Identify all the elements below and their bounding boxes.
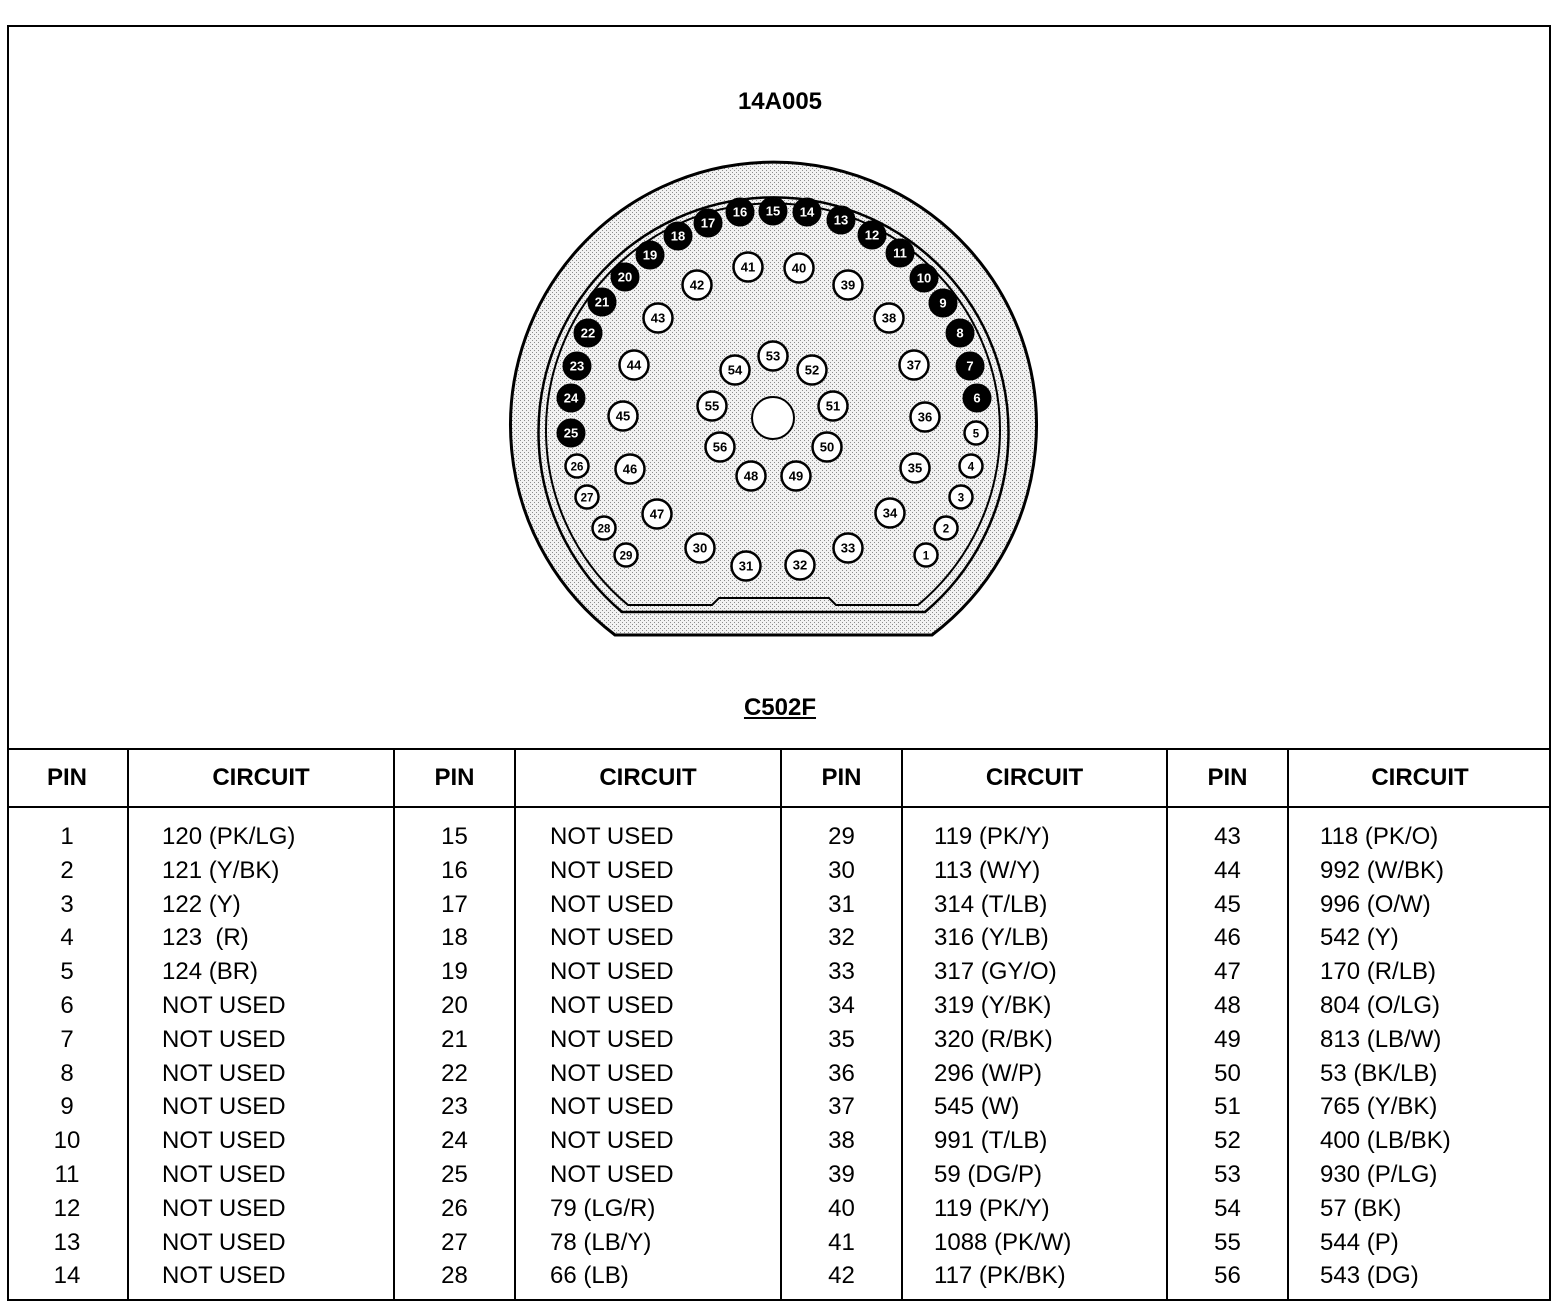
pin-number-cell: 54 [1214,1194,1241,1222]
pin-number-cell: 29 [828,823,855,850]
circuit-cell: 314 (T/LB) [934,890,1048,918]
pin-marker-44 [620,351,649,380]
circuit-cell: 122 (Y) [162,890,241,918]
pin-number-label: 33 [840,540,856,556]
pin-marker-9 [929,289,957,317]
pin-number-label: 48 [743,468,759,484]
pin-number-label: 52 [804,362,820,378]
circuit-cell: 1088 (PK/W) [934,1228,1072,1256]
pin-number-label: 12 [864,227,880,243]
pin-number-cell: 31 [828,890,855,918]
pin-number-label: 30 [692,540,708,556]
circuit-cell: 124 (BR) [162,958,259,986]
pin-number-cell: 28 [441,1262,468,1290]
pin-number-label: 15 [765,203,781,219]
pin-marker-11 [886,239,914,267]
pin-number-label: 35 [907,460,923,476]
pin-number-cell: 52 [1214,1127,1241,1155]
pin-number-cell: 35 [828,1025,855,1053]
header-circuit: CIRCUIT [985,764,1084,791]
pin-number-cell: 5 [60,958,74,986]
pin-marker-37 [900,351,929,380]
pin-number-cell: 33 [828,958,855,986]
pin-number-cell: 41 [828,1228,855,1256]
circuit-cell: 78 (LB/Y) [550,1228,652,1256]
pin-marker-29 [615,544,638,567]
pin-marker-28 [593,517,616,540]
pin-number-cell: 11 [54,1161,80,1188]
pin-marker-30 [686,534,715,563]
pin-number-label: 55 [704,398,720,414]
pin-marker-40 [785,254,814,283]
pin-marker-21 [588,288,616,316]
pin-circuit-table [7,748,1551,1301]
circuit-cell: 117 (PK/BK) [934,1262,1066,1290]
pin-number-cell: 26 [441,1194,468,1222]
circuit-cell: 991 (T/LB) [934,1127,1048,1155]
circuit-cell: 765 (Y/BK) [1320,1093,1438,1121]
pin-number-label: 10 [916,270,932,286]
pin-marker-8 [946,319,974,347]
circuit-cell: 59 (DG/P) [934,1161,1043,1188]
pin-marker-35 [901,454,930,483]
pin-marker-10 [910,264,938,292]
circuit-cell: NOT USED [550,856,674,884]
circuit-cell: 170 (R/LB) [1320,958,1437,986]
pin-number-cell: 6 [60,992,74,1019]
circuit-cell: 316 (Y/LB) [934,924,1049,952]
circuit-cell: 317 (GY/O) [934,958,1057,986]
pin-marker-14 [793,198,821,226]
pin-number-cell: 50 [1214,1059,1241,1087]
pin-marker-27 [576,486,599,509]
pin-number-cell: 38 [828,1127,855,1155]
pin-marker-24 [557,384,585,412]
pin-number-label: 13 [833,212,849,228]
pin-marker-38 [875,304,904,333]
pin-number-label: 23 [569,358,585,374]
pin-number-cell: 4 [60,924,74,952]
pin-number-cell: 10 [53,1127,81,1155]
pin-marker-47 [643,500,672,529]
table-column-divider [514,748,516,1301]
pin-number-cell: 21 [441,1025,468,1053]
circuit-cell: NOT USED [550,1093,674,1121]
pin-number-label: 2 [942,523,950,536]
pin-marker-43 [644,304,673,333]
pin-number-cell: 42 [828,1262,855,1290]
pin-number-label: 7 [966,358,974,374]
pin-number-cell: 40 [828,1194,855,1222]
circuit-cell: NOT USED [550,890,674,918]
pin-number-cell: 37 [828,1093,855,1121]
circuit-cell: NOT USED [162,1025,286,1053]
pin-number-label: 49 [788,468,804,484]
table-top-border [7,748,1551,750]
pin-number-label: 36 [917,409,933,425]
pin-marker-1 [915,544,938,567]
circuit-cell: 120 (PK/LG) [162,823,296,850]
pin-number-label: 37 [906,357,922,373]
pin-marker-6 [963,384,991,412]
pin-number-cell: 12 [53,1194,81,1222]
pin-number-label: 14 [799,204,815,220]
circuit-cell: NOT USED [162,1194,286,1222]
circuit-cell: NOT USED [162,1228,286,1256]
pin-marker-34 [876,499,905,528]
connector-part-number: 14A005 [737,88,823,115]
circuit-cell: NOT USED [550,1161,674,1188]
pin-number-label: 1 [922,550,930,563]
table-column-divider [1287,748,1289,1301]
pin-number-label: 25 [563,425,579,441]
pin-marker-53 [759,342,788,371]
circuit-cell: NOT USED [550,958,674,986]
pin-number-cell: 25 [441,1161,468,1188]
pin-number-label: 22 [580,325,596,341]
pin-number-label: 17 [700,215,716,231]
pin-marker-46 [616,455,645,484]
pin-number-cell: 14 [53,1262,81,1290]
pin-number-cell: 30 [828,856,855,884]
pin-number-label: 51 [825,398,841,414]
pin-number-label: 56 [712,439,728,455]
header-pin: PIN [1207,764,1248,791]
pin-marker-33 [834,534,863,563]
circuit-cell: 57 (BK) [1320,1194,1402,1222]
circuit-cell: 119 (PK/Y) [934,1194,1050,1222]
pin-number-cell: 1 [60,823,74,850]
pin-number-label: 3 [957,492,965,505]
table-header-divider [7,806,1551,808]
pin-marker-56 [706,433,735,462]
pin-number-cell: 9 [60,1093,74,1121]
circuit-cell: NOT USED [162,992,286,1019]
header-circuit: CIRCUIT [1371,764,1469,791]
pin-number-label: 21 [594,294,610,310]
circuit-cell: NOT USED [550,924,674,952]
pin-marker-55 [698,392,727,421]
pin-marker-3 [950,486,973,509]
pin-number-cell: 13 [53,1228,81,1256]
pin-marker-12 [858,221,886,249]
pin-number-label: 31 [738,558,754,574]
pin-marker-48 [737,462,766,491]
circuit-cell: 66 (LB) [550,1262,629,1290]
pin-number-label: 50 [819,439,835,455]
circuit-cell: 121 (Y/BK) [162,856,280,884]
pin-number-label: 45 [615,408,631,424]
pin-number-cell: 24 [441,1127,468,1155]
pin-number-cell: 22 [441,1059,468,1087]
circuit-cell: NOT USED [550,992,674,1019]
pin-number-cell: 3 [60,890,74,918]
pin-number-label: 29 [619,550,633,563]
pin-number-cell: 18 [441,924,468,952]
pin-number-cell: 36 [828,1059,855,1087]
pin-marker-50 [813,433,842,462]
header-circuit: CIRCUIT [212,764,310,791]
circuit-cell: 53 (BK/LB) [1320,1059,1438,1087]
pin-number-cell: 47 [1214,958,1241,986]
header-pin: PIN [821,764,862,791]
pin-number-label: 46 [622,461,638,477]
pin-marker-49 [782,462,811,491]
pin-marker-52 [798,356,827,385]
header-pin: PIN [434,764,475,791]
pin-marker-5 [965,422,988,445]
pin-number-cell: 45 [1214,890,1241,918]
circuit-cell: 400 (LB/BK) [1320,1127,1451,1155]
pin-number-cell: 34 [828,992,855,1019]
pin-number-cell: 53 [1214,1161,1241,1188]
pin-number-cell: 32 [828,924,855,952]
circuit-cell: 992 (W/BK) [1320,856,1445,884]
pin-number-cell: 44 [1214,856,1241,884]
pin-marker-20 [611,263,639,291]
pin-number-cell: 7 [60,1025,74,1053]
circuit-cell: NOT USED [162,1093,286,1121]
pin-number-label: 20 [617,269,633,285]
circuit-cell: 804 (O/LG) [1320,992,1441,1019]
pin-number-label: 24 [563,390,579,406]
pin-marker-17 [694,209,722,237]
pin-number-label: 27 [580,492,594,505]
circuit-cell: 119 (PK/Y) [934,823,1050,850]
circuit-cell: NOT USED [162,1262,286,1290]
circuit-cell: 113 (W/Y) [934,856,1041,884]
pin-marker-36 [911,403,940,432]
table-column-divider [901,748,903,1301]
pin-number-label: 38 [881,310,897,326]
pin-marker-19 [636,241,664,269]
circuit-cell: 320 (R/BK) [934,1025,1053,1053]
circuit-cell: 543 (DG) [1320,1262,1419,1290]
circuit-cell: 296 (W/P) [934,1059,1043,1087]
circuit-cell: NOT USED [550,1025,674,1053]
pin-number-label: 6 [973,390,981,406]
circuit-cell: NOT USED [162,1161,286,1188]
circuit-cell: 79 (LG/R) [550,1194,656,1222]
center-hole [752,397,794,439]
pin-number-label: 18 [670,228,686,244]
pin-marker-32 [786,551,815,580]
pin-number-label: 47 [649,506,665,522]
pin-number-cell: 23 [441,1093,468,1121]
circuit-cell: NOT USED [550,1059,674,1087]
circuit-cell: 542 (Y) [1320,924,1399,952]
pin-marker-51 [819,392,848,421]
pin-number-label: 42 [689,277,705,293]
pin-marker-13 [827,206,855,234]
circuit-cell: NOT USED [550,1127,674,1155]
circuit-cell: NOT USED [162,1127,286,1155]
pin-marker-42 [683,271,712,300]
pin-marker-7 [956,352,984,380]
pin-number-label: 43 [650,310,666,326]
circuit-cell: 545 (W) [934,1093,1020,1121]
circuit-cell: 813 (LB/W) [1320,1025,1442,1053]
pin-marker-23 [563,352,591,380]
pin-number-cell: 43 [1214,823,1241,850]
pin-number-cell: 39 [828,1161,855,1188]
pin-number-cell: 48 [1214,992,1241,1019]
connector-id-label: C502F [743,694,817,721]
pin-number-label: 26 [570,461,584,474]
pin-marker-2 [935,517,958,540]
pin-marker-22 [574,319,602,347]
pin-number-label: 9 [939,295,947,311]
pin-number-label: 5 [972,428,980,441]
pin-marker-54 [721,356,750,385]
pin-marker-45 [609,402,638,431]
pin-number-cell: 15 [441,823,468,850]
pin-marker-15 [759,197,787,225]
circuit-cell: NOT USED [162,1059,286,1087]
pin-number-label: 34 [882,505,898,521]
pin-number-cell: 27 [441,1228,468,1256]
pin-number-label: 32 [792,557,808,573]
pin-number-label: 4 [967,461,975,474]
pin-number-cell: 8 [60,1059,74,1087]
pin-number-cell: 51 [1214,1093,1241,1121]
pin-number-label: 53 [765,348,781,364]
table-column-divider [127,748,129,1301]
pin-number-cell: 19 [441,958,468,986]
circuit-cell: 123 (R) [162,924,249,952]
header-circuit: CIRCUIT [599,764,697,791]
pin-marker-4 [960,455,983,478]
circuit-cell: 544 (P) [1320,1228,1399,1256]
pin-marker-26 [566,455,589,478]
pin-number-label: 11 [893,245,907,261]
pin-number-label: 44 [626,357,642,373]
pin-marker-18 [664,222,692,250]
circuit-cell: 319 (Y/BK) [934,992,1052,1019]
pin-number-cell: 2 [60,856,74,884]
pin-number-cell: 17 [441,890,468,918]
header-pin: PIN [46,764,87,791]
pin-number-label: 8 [956,325,964,341]
pin-number-cell: 20 [441,992,468,1019]
circuit-cell: 118 (PK/O) [1320,823,1439,850]
pin-marker-41 [734,253,763,282]
pin-number-cell: 46 [1214,924,1241,952]
pin-number-cell: 16 [441,856,468,884]
pin-marker-31 [732,552,761,581]
circuit-cell: 996 (O/W) [1320,890,1431,918]
pin-number-label: 54 [727,362,743,378]
pin-number-cell: 56 [1214,1262,1241,1290]
pin-number-label: 16 [732,204,748,220]
pin-number-cell: 55 [1214,1228,1241,1256]
circuit-cell: 930 (P/LG) [1320,1161,1438,1188]
pin-number-cell: 49 [1214,1025,1241,1053]
pin-marker-25 [557,419,585,447]
circuit-cell: NOT USED [550,823,674,850]
pin-number-label: 40 [791,260,807,276]
pin-number-label: 19 [642,247,658,263]
pin-marker-39 [834,271,863,300]
pin-number-label: 28 [597,523,611,536]
pin-number-label: 41 [740,259,756,275]
pin-marker-16 [726,198,754,226]
pin-number-label: 39 [840,277,856,293]
